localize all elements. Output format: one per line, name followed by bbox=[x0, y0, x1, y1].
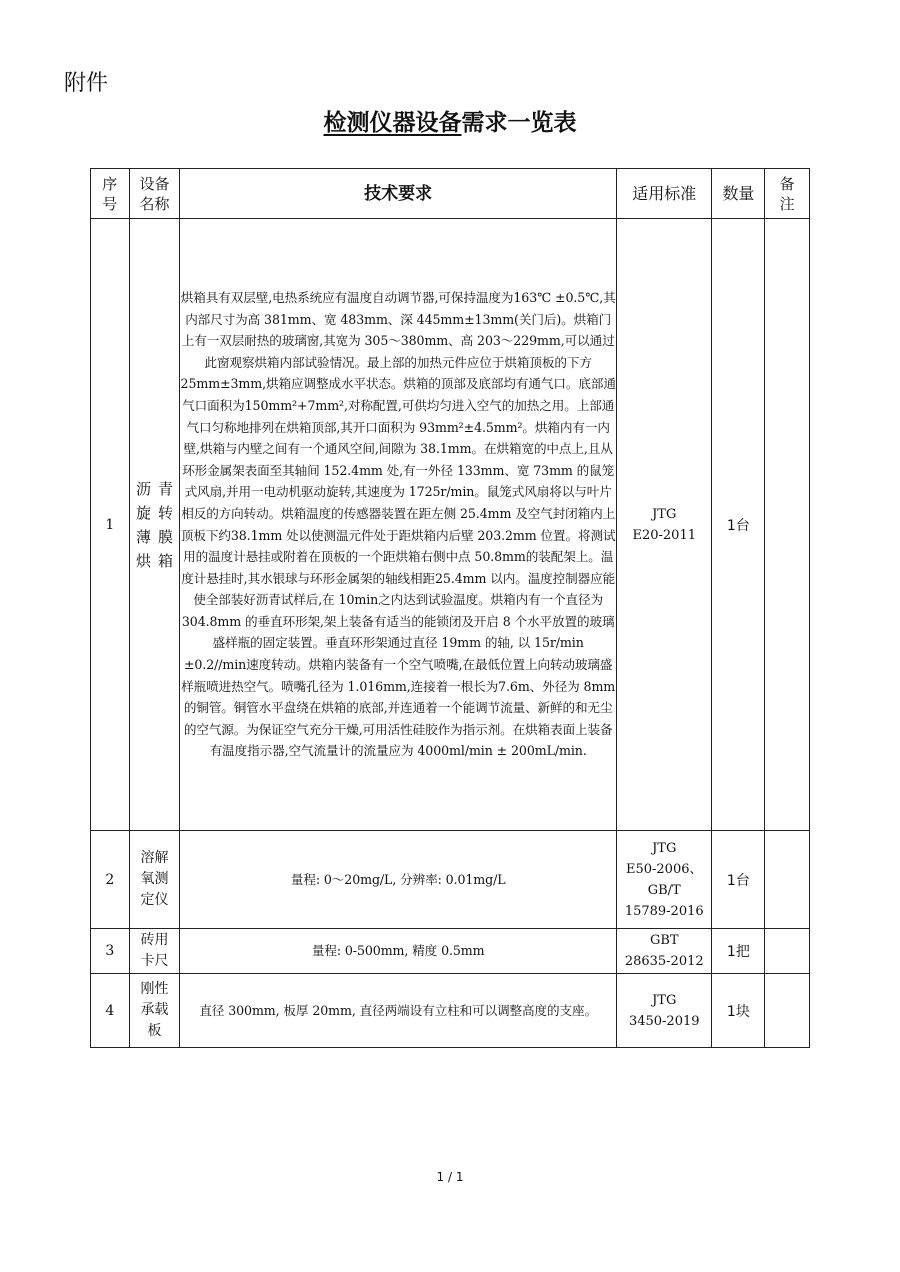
equipment-name: 砖用 卡尺 bbox=[129, 929, 180, 974]
applicable-standard: JTG 3450-2019 bbox=[617, 974, 712, 1048]
remark bbox=[765, 929, 810, 974]
header-name: 设备 名称 bbox=[129, 169, 180, 219]
equipment-name: 刚性 承载 板 bbox=[129, 974, 180, 1048]
table-row bbox=[91, 974, 810, 1048]
title-rest: 需求一览表 bbox=[461, 110, 577, 136]
quantity: 1把 bbox=[712, 929, 765, 974]
header-spec: 技术要求 bbox=[180, 169, 617, 219]
table-row bbox=[91, 831, 810, 929]
equipment-name: 沥 青 旋 转 薄 膜 烘 箱 bbox=[129, 219, 180, 831]
row-number: 1 bbox=[91, 219, 130, 831]
row-number: 2 bbox=[91, 831, 130, 929]
row-number: 3 bbox=[91, 929, 130, 974]
quantity: 1块 bbox=[712, 974, 765, 1048]
technical-requirement: 量程: 0-500mm, 精度 0.5mm bbox=[180, 929, 617, 974]
document-title bbox=[0, 104, 900, 137]
header-standard: 适用标准 bbox=[617, 169, 712, 219]
attachment-label: 附件 bbox=[64, 71, 109, 96]
header-quantity: 数量 bbox=[712, 169, 765, 219]
equipment-name: 溶解 氧测 定仪 bbox=[129, 831, 180, 929]
technical-requirement: 烘箱具有双层壁,电热系统应有温度自动调节器,可保持温度为163℃ ±0.5℃,其内部尺寸为高 381mm、宽 483mm、深 445mm±13mm(关门后)。烘箱门上有一双层耐热的玻璃窗,其宽为 305～380mm、高 203～229mm,可以通过此窗观察烘箱内部试验情况。最上部的加热元件应位于烘箱顶板的下方 25mm±3mm,烘箱应调整成水平状态。烘箱的顶部及底部均有通气口。底部通气口面积为150mm²+7mm²,对称配置,可供均匀进入空气的加热之用。上部通气口匀称地排列在烘箱顶部,其开口面积为 93mm²±4.5mm²。烘箱内有一内壁,烘箱与内壁之间有一个通风空间,间隙为 38.1mm。在烘箱宽的中点上,且从环形金属架表面至其轴间 152.4mm 处,有一外径 133mm、宽 73mm 的鼠笼式风扇,并用一电动机驱动旋转,其速度为 1725r/min。鼠笼式风扇将以与叶片相反的方向转动。烘箱温度的传感器装置在距左侧 25.4mm 及空气封闭箱内上顶板下约38.1mm 处以使测温元件处于距烘箱内后壁 203.2mm 位置。将测试用的温度计悬挂或附着在顶板的一个距烘箱右侧中点 50.8mm的装配架上。温度计悬挂时,其水银球与环形金属架的轴线相距25.4mm 以内。温度控制器应能使全部装好沥青试样后,在 10min之内达到试验温度。烘箱内有一个直径为304.8mm 的垂直环形架,架上装备有适当的能锁闭及开启 8 个水平放置的玻璃盛样瓶的固定装置。垂直环形架通过直径 19mm 的轴, 以 15r/min ±0.2//min速度转动。烘箱内装备有一个空气喷嘴,在最低位置上向转动玻璃盛样瓶喷进热空气。喷嘴孔径为 1.016mm,连接着一根长为7.6m、外径为 8mm 的铜管。铜管水平盘绕在烘箱的底部,并连通着一个能调节流量、新鲜的和无尘的空气源。为保证空气充分干燥,可用活性硅胶作为指示剂。在烘箱表面上装备有温度指示器,空气流量计的流量应为 4000ml/min ± 200mL/min. bbox=[180, 219, 617, 831]
remark bbox=[765, 831, 810, 929]
page-number: 1 / 1 bbox=[436, 1170, 464, 1184]
header-remark: 备 注 bbox=[765, 169, 810, 219]
table-row bbox=[91, 219, 810, 831]
header-no: 序 号 bbox=[91, 169, 130, 219]
remark bbox=[765, 974, 810, 1048]
applicable-standard: JTG E20-2011 bbox=[617, 219, 712, 831]
applicable-standard: JTG E50-2006、 GB/T 15789-2016 bbox=[617, 831, 712, 929]
table-row bbox=[91, 929, 810, 974]
technical-requirement: 直径 300mm, 板厚 20mm, 直径两端设有立柱和可以调整高度的支座。 bbox=[180, 974, 617, 1048]
equipment-requirements-table bbox=[90, 168, 810, 1048]
technical-requirement: 量程: 0～20mg/L, 分辨率: 0.01mg/L bbox=[180, 831, 617, 929]
row-number: 4 bbox=[91, 974, 130, 1048]
quantity: 1台 bbox=[712, 219, 765, 831]
remark bbox=[765, 219, 810, 831]
title-underlined-part: 检测仪器设备 bbox=[323, 110, 462, 136]
table-header-row bbox=[91, 169, 810, 219]
applicable-standard: GBT 28635-2012 bbox=[617, 929, 712, 974]
quantity: 1台 bbox=[712, 831, 765, 929]
